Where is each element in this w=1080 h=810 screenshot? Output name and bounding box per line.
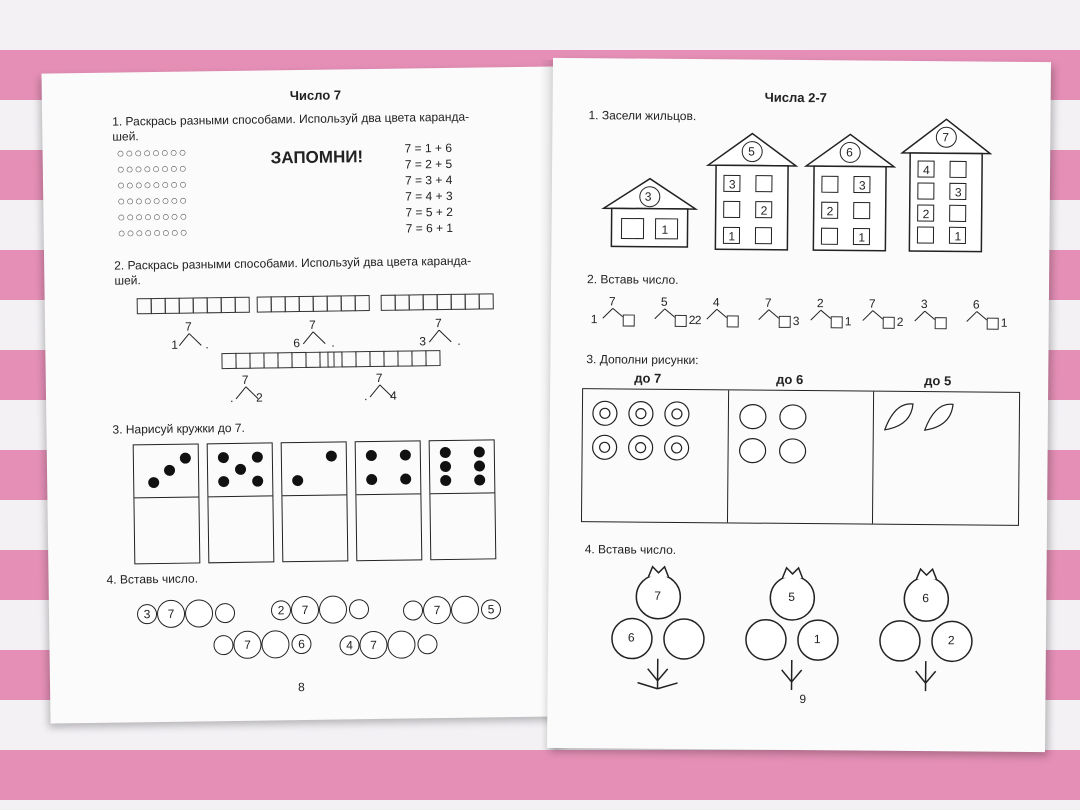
task2-text: 2. Раскрась разными способами. Используй два цвета каранда- <box>114 253 472 273</box>
chain-circle <box>319 595 347 623</box>
split-right: 1 <box>844 314 852 329</box>
pomegranate-flowers <box>608 558 1029 692</box>
chain-circle: 5 <box>481 599 501 619</box>
column-label: до 5 <box>924 373 952 389</box>
chain-circle <box>403 600 423 620</box>
house-number: 7 <box>942 130 950 145</box>
flower-icons <box>588 397 719 468</box>
chain-circle <box>185 599 213 627</box>
split-top: 7 <box>608 294 616 309</box>
remember-heading: ЗАПОМНИ! <box>270 147 364 168</box>
answer-box[interactable] <box>883 317 895 329</box>
split-top: 3 <box>920 297 928 312</box>
resident-number: 3 <box>728 177 736 192</box>
equation: 7 = 3 + 4 <box>404 172 453 188</box>
chain-circle: 7 <box>291 596 319 624</box>
task4-text: 4. Вставь число. <box>584 542 677 557</box>
split-right: . <box>205 337 209 352</box>
answer-box[interactable] <box>935 317 947 329</box>
task2-text-cont: шей. <box>114 273 141 288</box>
circle-grid: ○○○○○○○○ ○○○○○○○○ ○○○○○○○○ ○○○○○○○○ ○○○○○○○○ ○○○○○○○○ <box>116 144 189 241</box>
task1-text: 1. Засели жильцов. <box>588 108 697 124</box>
flower-number: 5 <box>788 589 796 604</box>
split-right: 2 <box>255 390 263 405</box>
split-top: 6 <box>972 297 980 312</box>
equation: 7 = 5 + 2 <box>405 204 453 220</box>
cell-strip <box>137 297 249 315</box>
split-right: 1 <box>1000 315 1008 330</box>
cell-strip <box>257 295 369 313</box>
page-number: 8 <box>297 679 305 695</box>
domino-card <box>355 440 423 561</box>
flower-number: 7 <box>654 588 662 603</box>
chain-circle <box>261 630 289 658</box>
resident-number: 1 <box>954 229 962 244</box>
split-right: 2 <box>896 314 904 329</box>
split-right: 3 <box>792 313 800 329</box>
cell-strip <box>327 350 439 368</box>
house-number: 5 <box>748 144 755 159</box>
split-top: 7 <box>308 317 316 332</box>
split-left: . <box>229 390 234 406</box>
flower-number: 6 <box>922 591 930 606</box>
apple-icons <box>732 398 833 469</box>
chain-circle: 2 <box>271 600 291 620</box>
split-top: 7 <box>434 316 442 331</box>
equation: 7 = 2 + 5 <box>404 156 453 172</box>
split-left: . <box>363 389 368 404</box>
chain-circle: 4 <box>339 635 359 655</box>
split-left: 2 <box>694 313 702 328</box>
split-right: 2 <box>688 313 696 328</box>
equation-list <box>404 140 453 237</box>
split-top: 2 <box>816 296 824 311</box>
chain-circle: 7 <box>233 631 261 659</box>
cell-strip <box>221 352 333 370</box>
chain-circle: 7 <box>359 631 387 659</box>
split-top: 7 <box>184 319 192 334</box>
split-top: 4 <box>712 295 720 310</box>
domino-card <box>207 442 275 563</box>
domino-card <box>429 439 497 560</box>
equation: 7 = 6 + 1 <box>405 220 454 236</box>
resident-number: 2 <box>826 204 834 219</box>
chain-circle <box>349 599 369 619</box>
picture-table <box>581 388 1020 526</box>
split-top: 7 <box>868 296 876 311</box>
flower-number: 2 <box>947 633 955 648</box>
column-label: до 7 <box>634 370 662 386</box>
split-top: 7 <box>241 372 249 387</box>
resident-number: 4 <box>922 163 930 178</box>
split-right: . <box>457 333 461 348</box>
house-drawing <box>603 128 699 249</box>
split-left: 1 <box>171 337 179 352</box>
split-left: 3 <box>419 334 427 349</box>
split-right: 4 <box>389 388 397 403</box>
chain-circle: 6 <box>291 634 311 654</box>
house-number: 3 <box>644 189 652 204</box>
split-right: . <box>331 335 335 350</box>
answer-box[interactable] <box>779 316 791 328</box>
split-left: 6 <box>293 336 301 351</box>
chain-circle <box>417 634 437 654</box>
left-page <box>41 66 562 723</box>
column-label: до 6 <box>776 371 804 388</box>
right-page <box>547 58 1051 752</box>
equation: 7 = 1 + 6 <box>404 140 453 156</box>
task3-text: 3. Нарисуй кружки до 7. <box>112 420 245 437</box>
page-title: Числа 2-7 <box>764 89 827 106</box>
answer-box[interactable] <box>675 315 687 327</box>
cell-strip <box>381 293 493 311</box>
resident-number: 1 <box>728 229 736 244</box>
resident-number: 3 <box>954 185 962 200</box>
resident-number: 1 <box>661 222 669 237</box>
split-left: 1 <box>590 312 598 327</box>
resident-number: 2 <box>922 207 930 222</box>
flower-number: 1 <box>813 632 821 647</box>
answer-box[interactable] <box>987 318 999 330</box>
task3-text: 3. Дополни рисунки: <box>586 352 699 368</box>
split-top: 7 <box>375 370 383 385</box>
house-number: 6 <box>846 145 853 160</box>
chain-circle <box>451 596 479 624</box>
chain-circle: 7 <box>423 596 451 624</box>
equation: 7 = 4 + 3 <box>405 188 453 204</box>
answer-box[interactable] <box>727 315 739 327</box>
chain-circle <box>215 603 235 623</box>
task1-text: 1. Раскрась разными способами. Используй два цвета каранда- <box>112 109 470 129</box>
chain-circle <box>213 635 233 655</box>
task2-text: 2. Вставь число. <box>587 272 679 287</box>
flower-number: 6 <box>627 630 635 645</box>
task1-text-cont: шей. <box>112 129 139 144</box>
resident-number: 2 <box>760 203 768 218</box>
chain-circle <box>387 630 415 658</box>
page-title: Число 7 <box>289 87 342 104</box>
chain-circle: 3 <box>137 604 157 624</box>
split-top: 7 <box>764 295 772 310</box>
answer-box[interactable] <box>831 316 843 328</box>
domino-card <box>281 441 349 562</box>
split-top: 5 <box>660 294 668 309</box>
task4-text: 4. Вставь число. <box>106 571 199 587</box>
page-number: 9 <box>799 692 807 707</box>
resident-number: 3 <box>858 178 866 193</box>
answer-box[interactable] <box>623 314 635 326</box>
chain-circle: 7 <box>157 600 185 628</box>
resident-number: 1 <box>858 230 866 245</box>
leaf-icons <box>881 400 971 441</box>
domino-card <box>133 443 201 564</box>
